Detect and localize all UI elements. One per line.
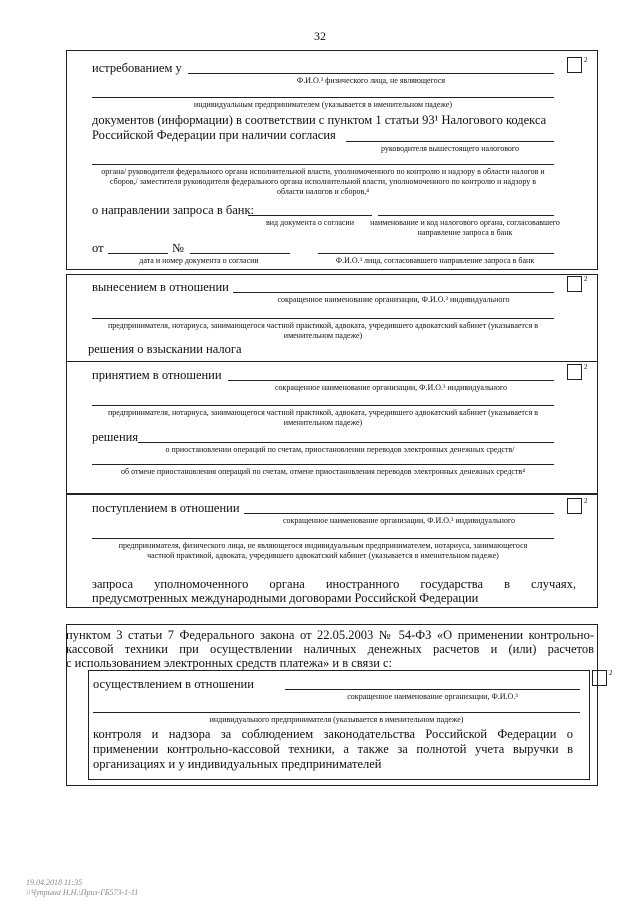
org-caption: сокращенное наименование организации, Ф.И.О.³ индивидуального (274, 383, 508, 392)
date-field[interactable] (108, 253, 168, 254)
org-field[interactable] (244, 513, 554, 514)
org-caption-continued: предпринимателя, физического лица, не являющегося индивидуальным предпринимателем, нотариуса, занимающегося частной практикой, адвоката, учредившего адвокатский кабинет (указывается в именительном падеже) (118, 541, 528, 560)
checkbox-footnote-mark: 2 (609, 669, 613, 677)
law-text: кассовой техники при осуществлении наличных денежных расчетов и (или) расчетов (66, 642, 594, 656)
org-caption: сокращенное наименование организации, Ф.И.О.³ (347, 692, 518, 701)
org-field-continued[interactable] (92, 405, 554, 406)
checkbox-control-supervision[interactable] (592, 670, 607, 686)
fio-field-continued[interactable] (92, 97, 554, 98)
head-field[interactable] (346, 141, 554, 142)
page-number: 32 (314, 29, 326, 43)
body-text: предусмотренных международными договорами Российской Федерации (92, 591, 479, 605)
body-text: документов (информации) в соответствии с пунктом 1 статьи 93¹ Налогового кодекса (92, 113, 547, 127)
doc-type-field[interactable] (248, 215, 372, 216)
org-field[interactable] (228, 380, 554, 381)
org-caption-continued: предпринимателя, нотариуса, занимающегося частной практикой, адвоката, учредившего адвокатский кабинет (указывается в именительном падеже) (107, 408, 539, 427)
checkbox-foreign-request[interactable] (567, 498, 582, 514)
org-caption-continued: индивидуального предпринимателя (указывается в именительном падеже) (209, 715, 464, 724)
org-caption: органа/ руководителя федерального органа исполнительной власти, уполномоченного по контролю и надзору в области налогов и сборов,/ заместителя руководителя федерального органа исполнительной власти, уполномоченного по контролю и надзору в области налогов и сборов,⁴ (101, 167, 545, 196)
checkbox-recovery-decision[interactable] (567, 276, 582, 292)
checkbox-footnote-mark: 2 (584, 56, 588, 64)
tax-org-caption: наименование и код налогового органа, согласовавшего направление запроса в банк (370, 218, 560, 237)
checkbox-request-documents[interactable] (567, 57, 582, 73)
number-label: № (172, 241, 184, 255)
checkbox-suspension-decision[interactable] (567, 364, 582, 380)
checkbox-footnote-mark: 2 (584, 497, 588, 505)
decision-field-continued[interactable] (92, 464, 554, 465)
law-text: пунктом 3 статьи 7 Федерального закона от 22.05.2003 № 54-ФЗ «О применении контрольно- (66, 628, 594, 642)
date-caption: дата и номер документа о согласии (139, 256, 259, 265)
org-field-continued[interactable] (93, 712, 580, 713)
head-field-continued[interactable] (92, 164, 554, 165)
section-lead: поступлением в отношении (92, 501, 240, 515)
body-text: запроса уполномоченного органа иностранного государства в случаях, (92, 577, 576, 591)
body-text: Российской Федерации при наличии согласия (92, 128, 336, 142)
fio-field[interactable] (188, 73, 554, 74)
body-text: контроля и надзора за соблюдением законодательства Российской Федерации о (93, 727, 573, 741)
number-field[interactable] (190, 253, 290, 254)
org-field-continued[interactable] (92, 538, 554, 539)
org-caption-continued: предпринимателя, нотариуса, занимающегося частной практикой, адвоката, учредившего адвокатский кабинет (указывается в именительном падеже) (107, 321, 539, 340)
bank-lead: о направлении запроса в банк: (92, 203, 255, 217)
fio-caption: Ф.И.О.³ физического лица, не являющегося (296, 76, 446, 85)
org-field-continued[interactable] (92, 318, 554, 319)
checkbox-footnote-mark: 2 (584, 275, 588, 283)
decision-caption-continued: об отмене приостановления операций по счетам, отмене приостановления переводов электронных денежных средств⁴ (121, 467, 525, 476)
date-from-label: от (92, 241, 104, 255)
law-text: с использованием электронных средств платежа» и в связи с: (66, 656, 393, 670)
ip-caption: индивидуальным предпринимателем (указывается в именительном падеже) (193, 100, 453, 109)
body-text: применении контрольно-кассовой техники, а также за полнотой учета выручки в (93, 742, 573, 756)
footer-timestamp: 19.04.2018 11:35 (26, 878, 83, 887)
approver-caption: Ф.И.О.³ лица, согласовавшего направление запроса в банк (335, 256, 535, 265)
decision-label: решения (92, 430, 139, 444)
body-text: организациях и у индивидуальных предпринимателей (93, 757, 382, 771)
doc-caption: вид документа о согласии (266, 218, 354, 227)
org-field[interactable] (285, 689, 580, 690)
footer-path: \\Чупрына Н.Н.\Приз-ГБ573-1-11 (26, 888, 139, 897)
tax-org-field[interactable] (378, 215, 554, 216)
section-lead: истребованием у (92, 61, 182, 75)
org-caption: сокращенное наименование организации, Ф.И.О.³ индивидуального (282, 516, 516, 525)
org-field[interactable] (233, 292, 554, 293)
section-lead: вынесением в отношении (92, 280, 229, 294)
decision-field[interactable] (138, 442, 554, 443)
head-caption: руководителя вышестоящего налогового (380, 144, 520, 153)
section-tail: решения о взыскании налога (88, 342, 242, 356)
approver-field[interactable] (318, 253, 554, 254)
decision-caption: о приостановлении операций по счетам, приостановлении переводов электронных денежных средств/ (165, 445, 515, 454)
checkbox-footnote-mark: 2 (584, 363, 588, 371)
section-lead: принятием в отношении (92, 368, 222, 382)
org-caption: сокращенное наименование организации, Ф.И.О.³ индивидуального (277, 295, 510, 304)
section-lead: осуществлением в отношении (93, 677, 254, 691)
